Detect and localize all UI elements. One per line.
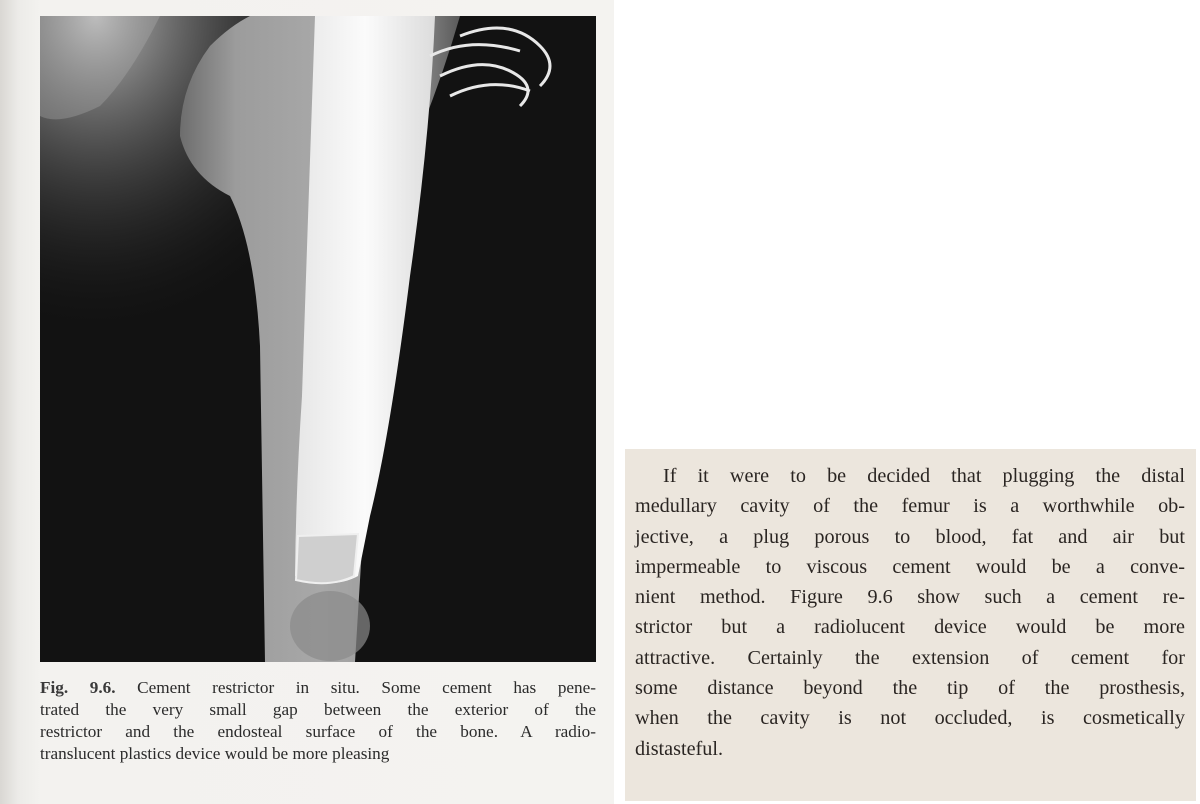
- body-line: If it were to be decided that plugging the distal: [663, 465, 1185, 487]
- caption-line: Fig. 9.6. Cement restrictor in situ. Some cement has pene-: [40, 678, 596, 697]
- body-line: attractive. Certainly the extension of cement for: [635, 646, 1185, 669]
- xray-figure: [40, 16, 596, 662]
- body-paragraph: [635, 461, 1185, 764]
- body-line: jective, a plug porous to blood, fat and air but: [635, 525, 1185, 548]
- body-line: distasteful.: [635, 737, 724, 760]
- body-line: impermeable to viscous cement would be a conve-: [635, 555, 1185, 578]
- caption-line: restrictor and the endosteal surface of the bone. A radio-: [40, 722, 596, 741]
- distal-bone: [290, 591, 370, 661]
- body-line: some distance beyond the tip of the prosthesis,: [635, 677, 1185, 700]
- text-excerpt-panel: [625, 449, 1196, 801]
- figure-caption: [40, 677, 596, 765]
- cement-restrictor: [296, 534, 358, 583]
- caption-line: translucent plastics device would be more pleasing: [40, 744, 390, 763]
- xray-image: [40, 16, 596, 662]
- body-line: nient method. Figure 9.6 show such a cement re-: [635, 586, 1185, 609]
- body-line: when the cavity is not occluded, is cosmetically: [635, 707, 1185, 730]
- figure-label: Fig. 9.6.: [40, 678, 116, 697]
- body-line: strictor but a radiolucent device would be more: [635, 616, 1185, 639]
- caption-line: trated the very small gap between the exterior of the: [40, 700, 596, 719]
- body-line: medullary cavity of the femur is a worthwhile ob-: [635, 495, 1185, 518]
